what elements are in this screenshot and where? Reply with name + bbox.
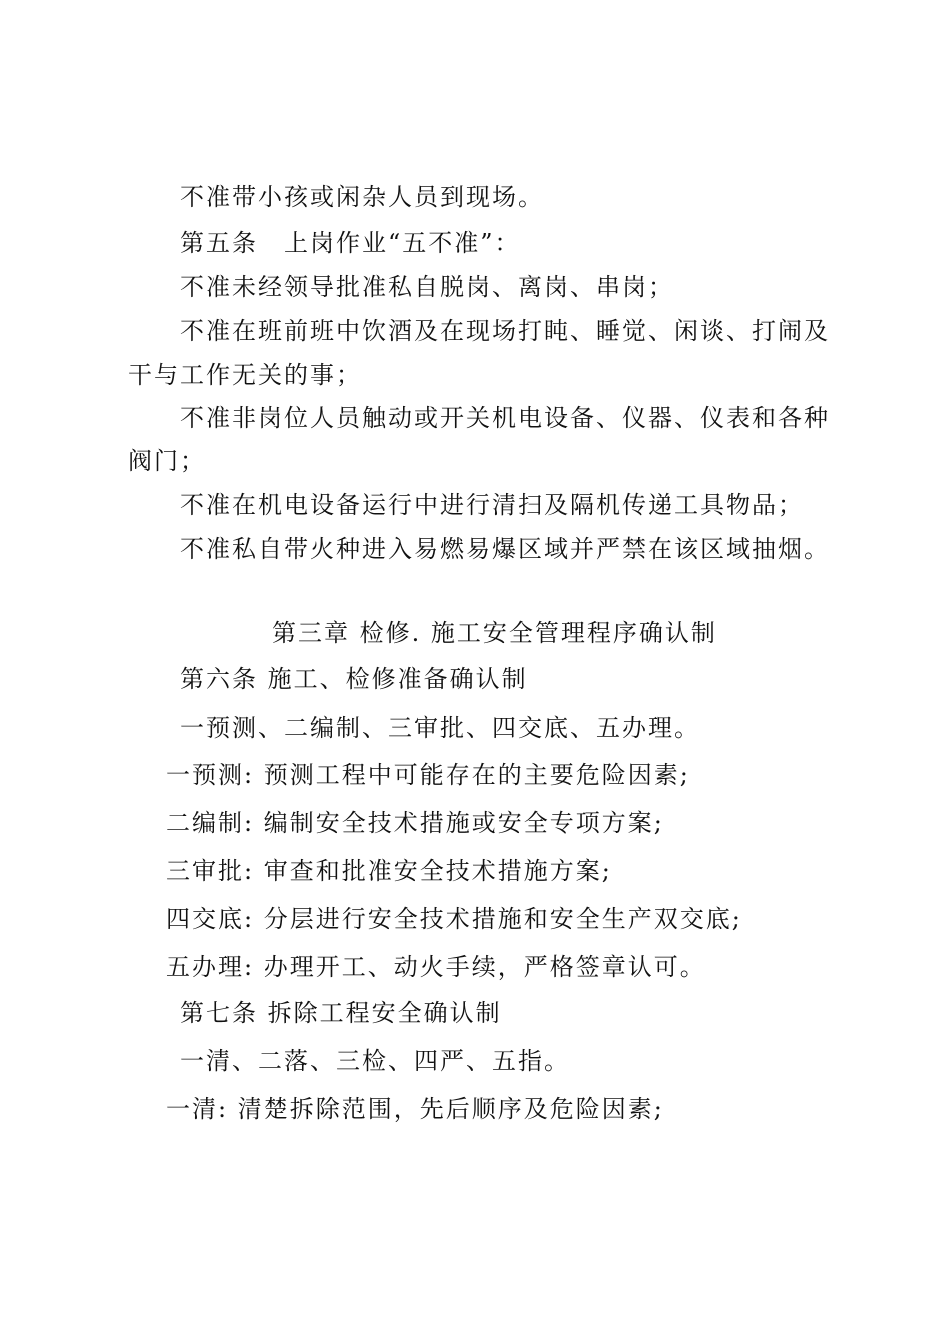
text-line: 不准在机电设备运行中进行清扫及隔机传递工具物品； — [180, 491, 804, 519]
article-heading: 第六条 施工、检修准备确认制 — [180, 665, 528, 693]
text-line: 一预测、二编制、三审批、四交底、五办理。 — [180, 714, 700, 742]
text-line: 不准私自带火种进入易燃易爆区域并严禁在该区域抽烟。 — [180, 535, 830, 563]
text-line: 五办理: 办理开工、动火手续，严格签章认可。 — [166, 953, 706, 981]
text-line: 四交底: 分层进行安全技术措施和安全生产双交底; — [166, 905, 742, 933]
chapter-heading: 第三章 检修. 施工安全管理程序确认制 — [272, 619, 717, 647]
text-line: 干与工作无关的事； — [128, 361, 362, 389]
text-line: 不准在班前班中饮酒及在现场打盹、睡觉、闲谈、打闹及 — [180, 317, 830, 345]
text-line: 三审批: 审查和批准安全技术措施方案; — [166, 857, 612, 885]
text-line: 不准带小孩或闲杂人员到现场。 — [180, 183, 544, 211]
text-line: 一预测: 预测工程中可能存在的主要危险因素; — [166, 761, 690, 789]
text-line: 不准未经领导批准私自脱岗、离岗、串岗； — [180, 273, 674, 301]
text-line: 一清、二落、三检、四严、五指。 — [180, 1047, 570, 1075]
text-line: 不准非岗位人员触动或开关机电设备、仪器、仪表和各种 — [180, 404, 830, 432]
article-heading: 第七条 拆除工程安全确认制 — [180, 999, 502, 1027]
text-line: 一清: 清楚拆除范围，先后顺序及危险因素; — [166, 1095, 664, 1123]
article-heading: 第五条 上岗作业“五不准”： — [180, 229, 521, 257]
text-line: 二编制: 编制安全技术措施或安全专项方案; — [166, 809, 664, 837]
text-line: 阀门； — [128, 447, 206, 475]
